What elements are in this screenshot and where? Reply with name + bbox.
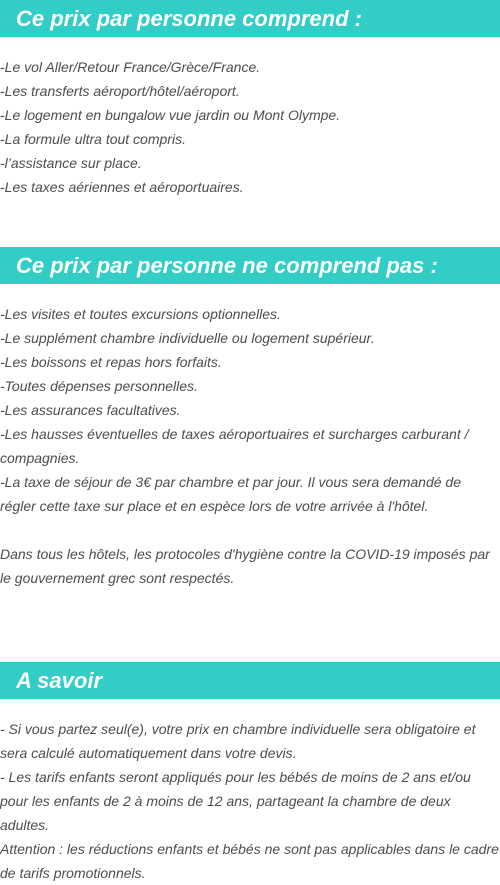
list-item: -La formule ultra tout compris. [0, 131, 186, 147]
list-item: - Si vous partez seul(e), votre prix en chambre individuelle sera obligatoire et sera calculé automatiquement dans votre devis. [0, 721, 476, 761]
list-item: - Les tarifs enfants seront appliqués pour les bébés de moins de 2 ans et/ou pour les enfants de 2 à moins de 12 ans, partageant la chambre de deux adultes. [0, 769, 471, 833]
list-item: -Les assurances facultatives. [0, 402, 181, 418]
section-heading-included: Ce prix par personne comprend : [0, 0, 500, 37]
list-item: -Le logement en bungalow vue jardin ou Mont Olympe. [0, 107, 341, 123]
list-item: -Les hausses éventuelles de taxes aéroportuaires et surcharges carburant / compagnies. [0, 426, 469, 466]
list-item: Attention : les réductions enfants et bébés ne sont pas applicables dans le cadre de tarifs promotionnels. [0, 841, 499, 881]
section-heading-not-included: Ce prix par personne ne comprend pas : [0, 247, 500, 284]
list-item: -Le vol Aller/Retour France/Grèce/France. [0, 59, 261, 75]
not-included-list [0, 302, 500, 518]
list-item: -l’assistance sur place. [0, 155, 142, 171]
a-savoir-list [0, 717, 500, 885]
list-item: -La taxe de séjour de 3€ par chambre et par jour. Il vous sera demandé de régler cette taxe sur place et en espèce lors de votre arrivée à l'hôtel. [0, 474, 461, 514]
section-heading-a-savoir: A savoir [0, 662, 500, 699]
covid-note: Dans tous les hôtels, les protocoles d'hygiène contre la COVID-19 imposés par le gouvernement grec sont respectés. [0, 546, 490, 586]
list-item: -Toutes dépenses personnelles. [0, 378, 198, 394]
list-item: -Les taxes aériennes et aéroportuaires. [0, 179, 244, 195]
included-list [0, 55, 500, 199]
list-item: -Le supplément chambre individuelle ou logement supérieur. [0, 330, 375, 346]
list-item: -Les boissons et repas hors forfaits. [0, 354, 222, 370]
list-item: -Les visites et toutes excursions optionnelles. [0, 306, 281, 322]
list-item: -Les transferts aéroport/hôtel/aéroport. [0, 83, 240, 99]
